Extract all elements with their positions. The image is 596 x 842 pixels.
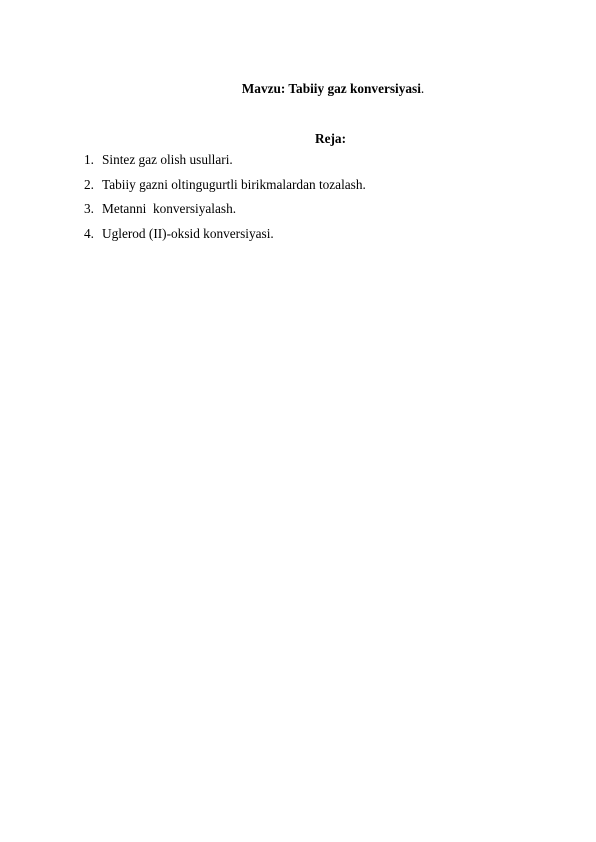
list-item bbox=[84, 177, 366, 202]
list-item-text: Uglerod (II)-oksid konversiyasi. bbox=[102, 226, 274, 242]
list-item-text: Sintez gaz olish usullari. bbox=[102, 152, 233, 167]
list-item-number: 4. bbox=[84, 226, 94, 242]
list-item-number: 1. bbox=[84, 152, 94, 167]
plan-heading: Reja: bbox=[315, 131, 347, 146]
title-text: Mavzu: Tabiiy gaz konversiyasi bbox=[241, 81, 421, 96]
plan-list bbox=[84, 152, 366, 251]
list-item-text: Tabiiy gazni oltingugurtli birikmalardan tozalash. bbox=[102, 176, 366, 192]
list-item bbox=[84, 152, 366, 177]
page-title bbox=[0, 81, 596, 97]
list-item bbox=[84, 226, 366, 251]
list-item-number: 3. bbox=[84, 201, 94, 217]
list-item-number: 2. bbox=[84, 176, 94, 192]
title-period: . bbox=[420, 81, 425, 96]
list-item-text: Metanni konversiyalash. bbox=[102, 201, 237, 217]
list-item bbox=[84, 201, 366, 226]
